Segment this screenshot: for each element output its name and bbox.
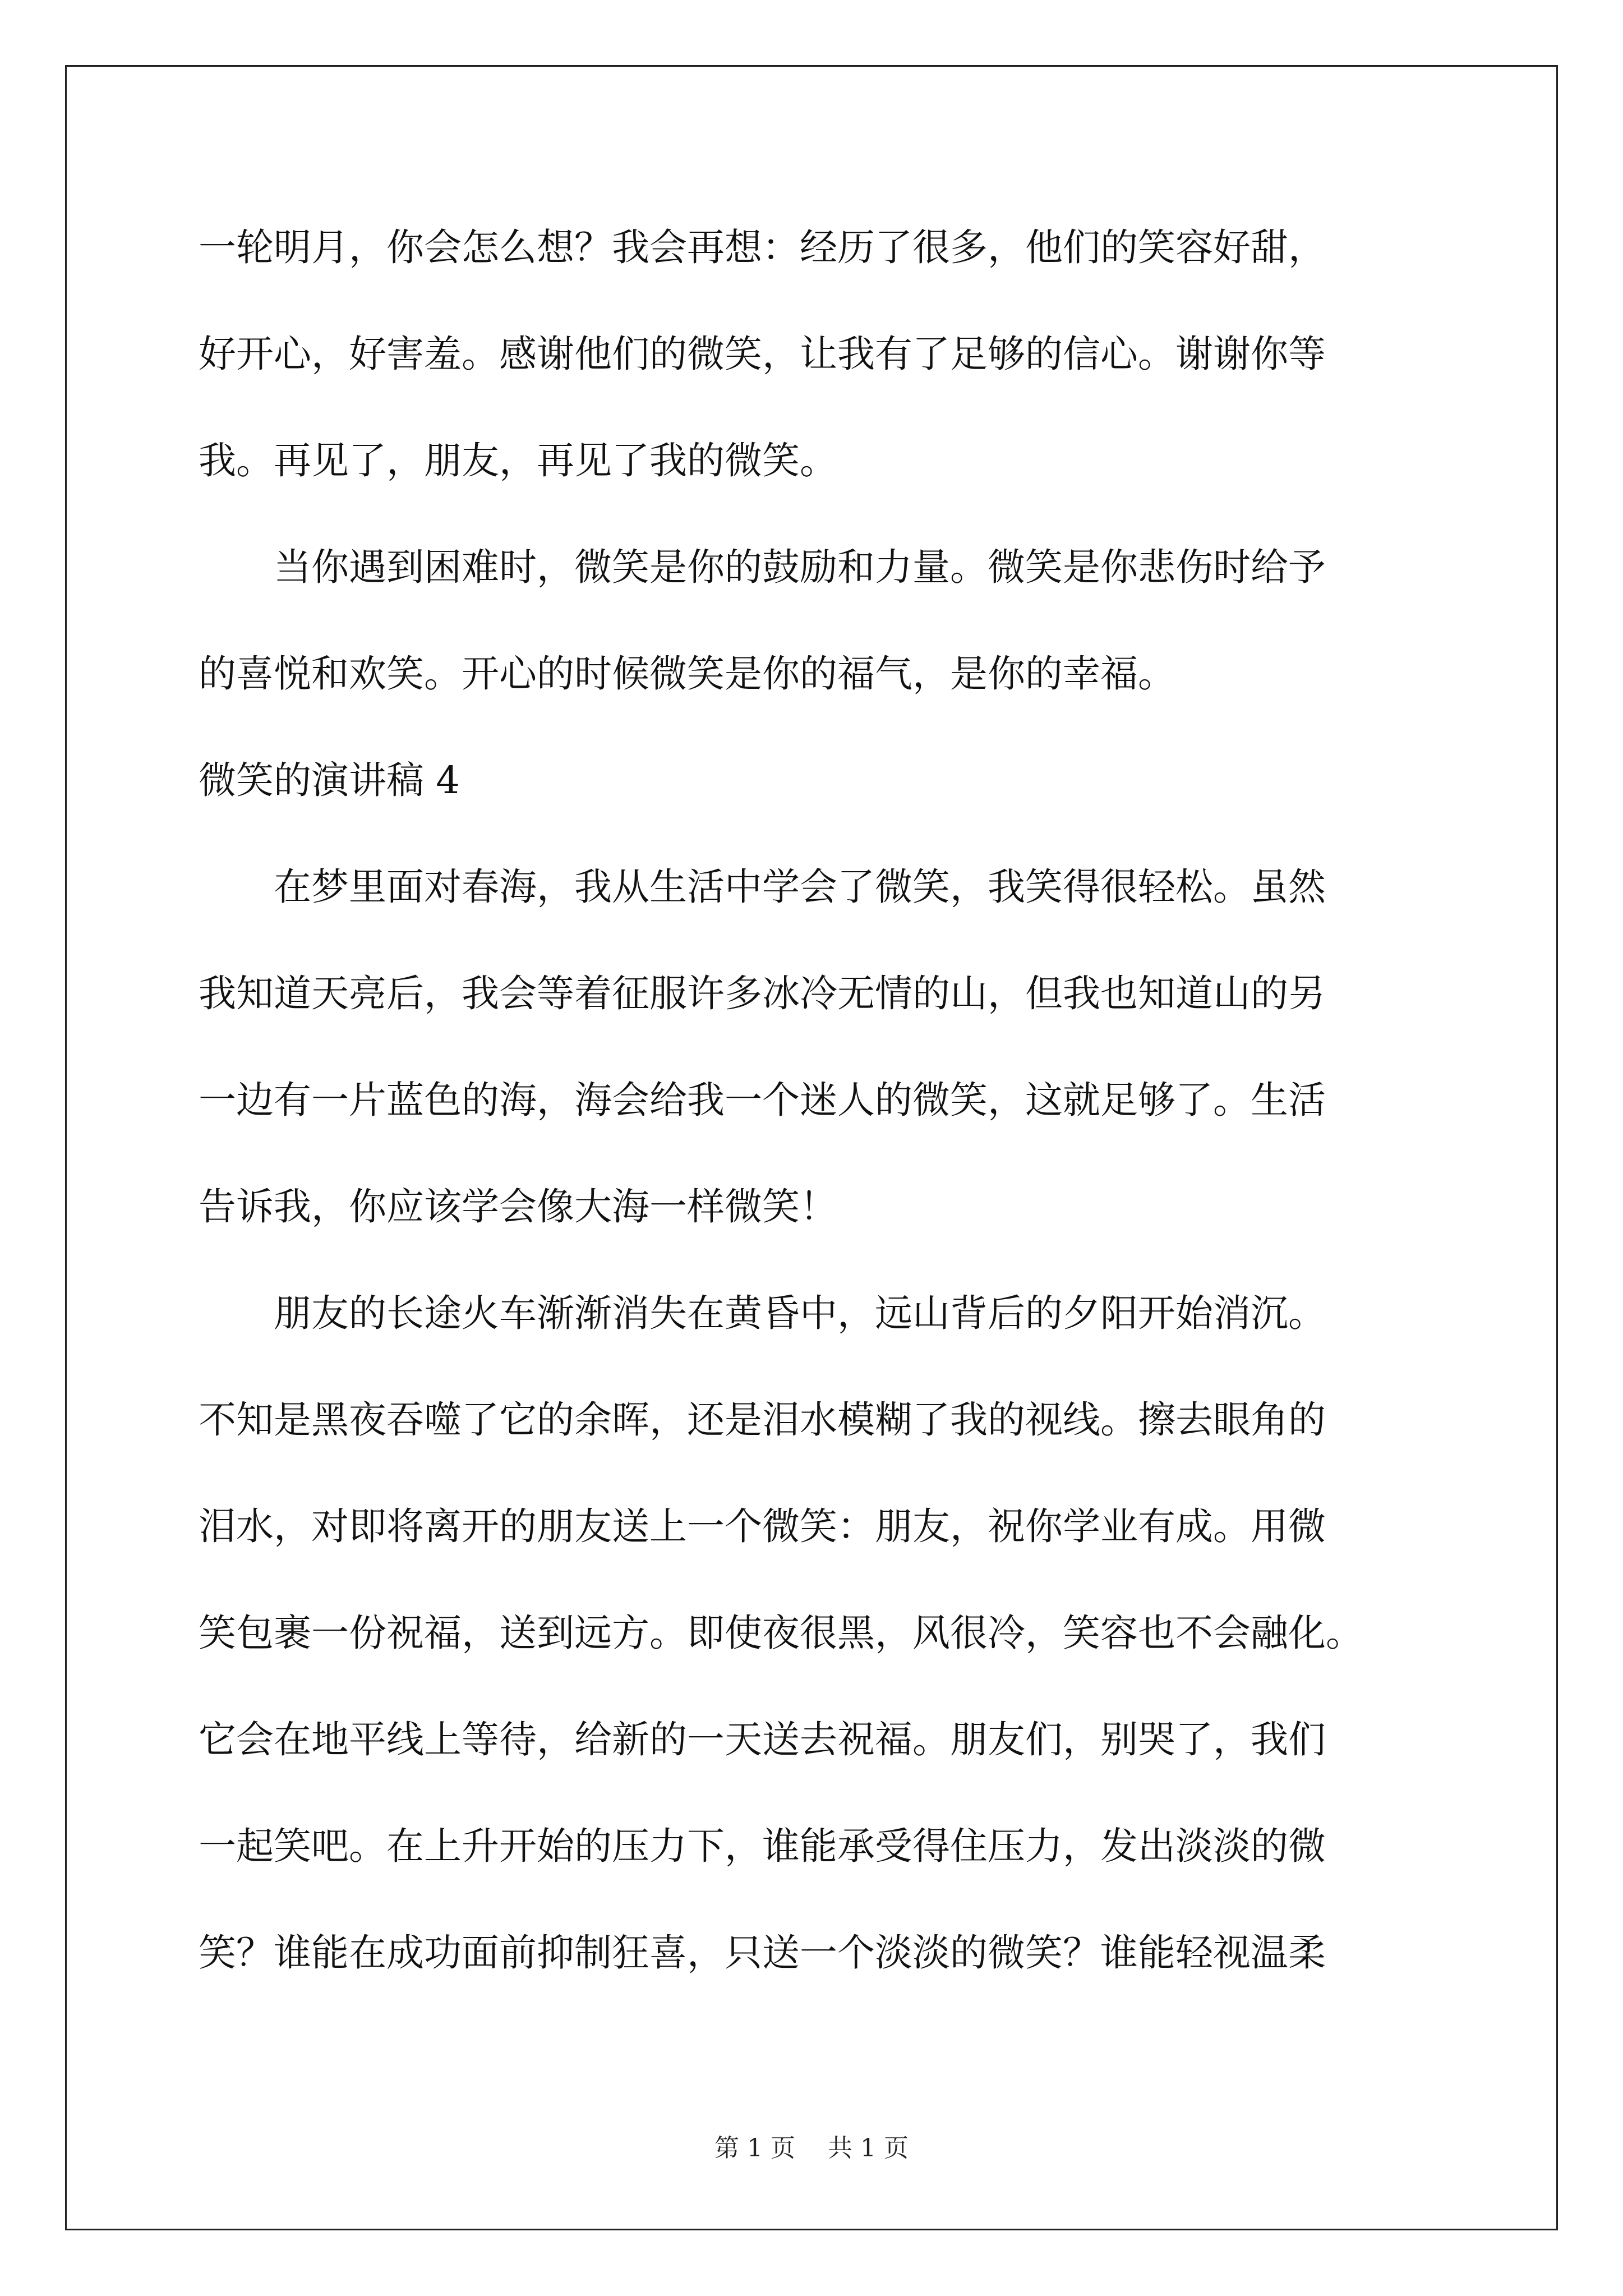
text-line: 它会在地平线上等待，给新的一天送去祝福。朋友们，别哭了，我们 — [199, 1718, 1326, 1761]
text-line: 好开心，好害羞。感谢他们的微笑，让我有了足够的信心。谢谢你等 — [199, 332, 1326, 376]
text-line: 不知是黑夜吞噬了它的余晖，还是泪水模糊了我的视线。擦去眼角的 — [199, 1398, 1326, 1442]
text-line: 我知道天亮后，我会等着征服许多冰冷无情的山，但我也知道山的另 — [199, 972, 1326, 1015]
text-line: 笑包裹一份祝福，送到远方。即使夜很黑，风很冷，笑容也不会融化。 — [199, 1611, 1363, 1655]
text-line: 一起笑吧。在上升开始的压力下，谁能承受得住压力，发出淡淡的微 — [199, 1824, 1326, 1868]
page-border — [65, 65, 1558, 2230]
text-line: 笑？谁能在成功面前抑制狂喜，只送一个淡淡的微笑？谁能轻视温柔 — [199, 1931, 1326, 1975]
text-line: 的喜悦和欢笑。开心的时候微笑是你的福气，是你的幸福。 — [199, 652, 1175, 696]
text-line: 当你遇到困难时，微笑是你的鼓励和力量。微笑是你悲伤时给予 — [199, 545, 1326, 589]
text-line: 在梦里面对春海，我从生活中学会了微笑，我笑得很轻松。虽然 — [199, 865, 1326, 909]
text-line: 泪水，对即将离开的朋友送上一个微笑：朋友，祝你学业有成。用微 — [199, 1504, 1326, 1548]
text-line: 一边有一片蓝色的海，海会给我一个迷人的微笑，这就足够了。生活 — [199, 1078, 1326, 1122]
section-heading: 微笑的演讲稿 4 — [199, 758, 460, 802]
text-line: 一轮明月，你会怎么想？我会再想：经历了很多，他们的笑容好甜， — [199, 226, 1326, 269]
page-footer: 第 1 页 共 1 页 — [714, 2134, 909, 2162]
text-line: 朋友的长途火车渐渐消失在黄昏中，远山背后的夕阳开始消沉。 — [199, 1291, 1326, 1335]
text-line: 我。再见了，朋友，再见了我的微笑。 — [199, 439, 837, 482]
text-line: 告诉我，你应该学会像大海一样微笑！ — [199, 1185, 837, 1228]
